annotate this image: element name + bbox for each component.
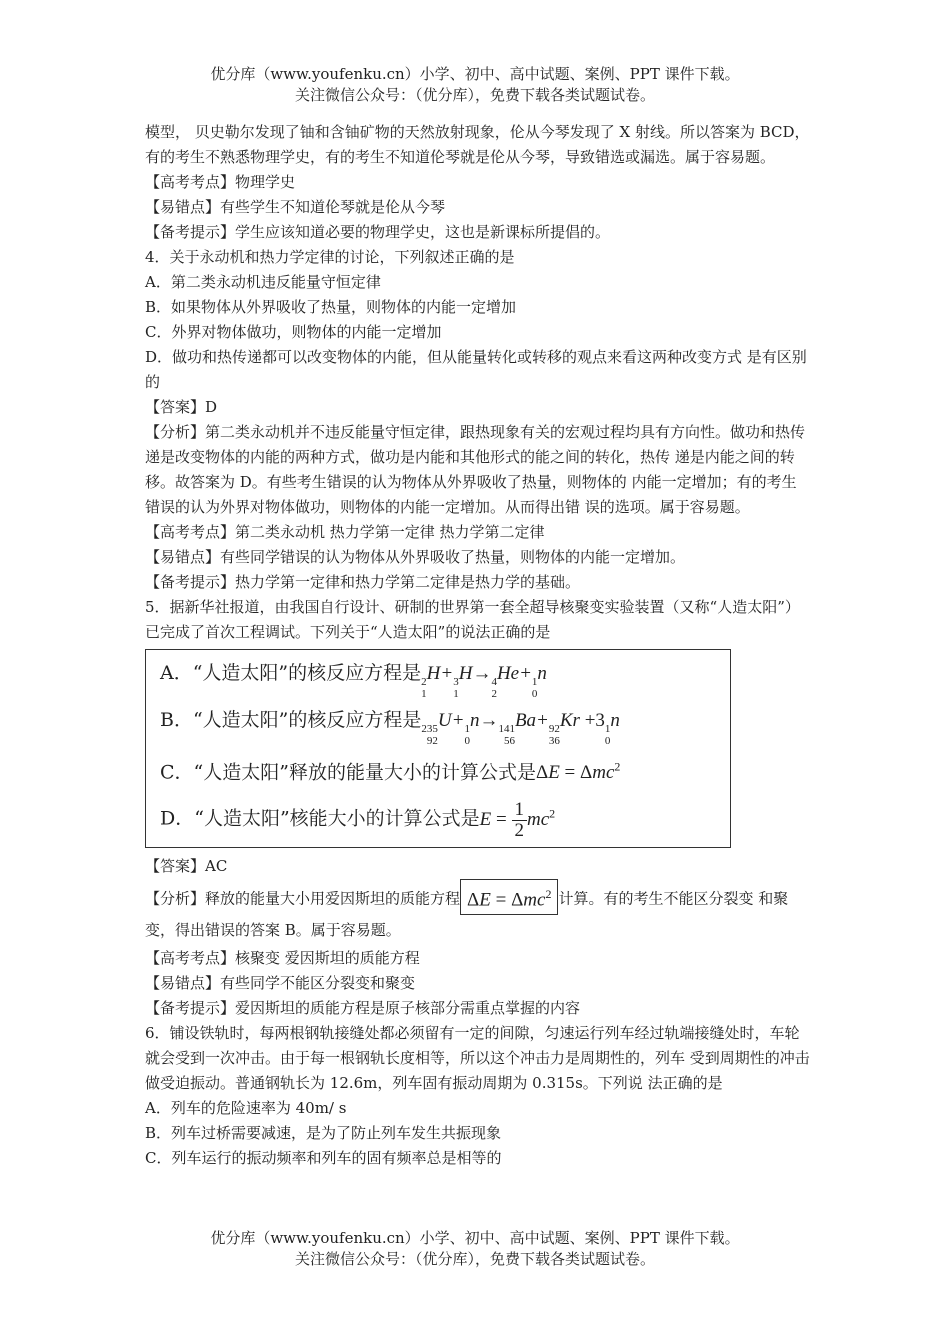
q4-error-point: 【易错点】有些同学错误的认为物体从外界吸收了热量，则物体的内能一定增加。 <box>145 548 686 566</box>
q5-exam-point: 【高考考点】核聚变 爱因斯坦的质能方程 <box>145 949 420 968</box>
q5-option-d: D．“人造太阳”核能大小的计算公式是E = $\frac{1}{2}$ $mc^2$ <box>160 798 556 841</box>
header-line-2: 关注微信公众号：（优分库），免费下载各类试题试卷。 <box>294 86 655 104</box>
q6-stem: 6．铺设铁轨时，每两根钢轨接缝处都必须留有一定的间隙，匀速运行列车经过轨端接缝处时，车轮就会受到一次冲击。由于每一根钢轨长度相等，所以这个冲击力是周期性的，列车 受到周期性的冲击做受迫振动。普通钢轨长为 12.6m，列车固有振动周期为 0.315s。下列说 法正确的是 <box>145 1024 810 1093</box>
q5-option-a: A．“人造太阳”的核反应方程是 2 1 H+ 3 1 H→ 4 2 He+ 1 0 n <box>160 662 547 701</box>
q3-tip: 【备考提示】学生应该知道必要的物理学史，这也是新课标所提倡的。 <box>145 223 611 241</box>
q3-exam-point: 【高考考点】物理学史 <box>145 173 296 191</box>
q5-answer: 【答案】AC <box>145 856 228 875</box>
q4-option-c: C．外界对物体做功，则物体的内能一定增加 <box>145 323 442 341</box>
q5-option-b: B．“人造太阳”的核反应方程是 235 92 U+ 1 0 n→ 141 56 Ba+ 92 36 Kr +3 1 0 n <box>160 709 620 748</box>
q5-analysis: 【分析】释放的能量大小用爱因斯坦的质能方程 ΔE = Δmc$^2$ 计算。有的考生不能区分裂变 和聚变，得出错误的答案 B。属于容易题。 <box>145 879 810 946</box>
mass-energy-equation: ΔE = Δmc$^2$ <box>460 879 558 915</box>
q5-tip: 【备考提示】爱因斯坦的质能方程是原子核部分需重点掌握的内容 <box>145 999 581 1018</box>
q6-option-c: C．列车运行的振动频率和列车的固有频率总是相等的 <box>145 1149 502 1168</box>
q5-error-point: 【易错点】有些同学不能区分裂变和聚变 <box>145 974 416 993</box>
page-footer <box>0 1228 950 1270</box>
q4-answer: 【答案】D <box>145 398 218 416</box>
footer-line-1: 优分库（www.youfenku.cn）小学、初中、高中试题、案例、PPT 课件下载。 <box>210 1229 740 1247</box>
q6-option-b: B．列车过桥需要减速，是为了防止列车发生共振现象 <box>145 1124 502 1143</box>
q4-option-b: B．如果物体从外界吸收了热量，则物体的内能一定增加 <box>145 298 517 316</box>
q4-tip: 【备考提示】热力学第一定律和热力学第二定律是热力学的基础。 <box>145 573 581 591</box>
fusion-equation: 2 1 H+ 3 1 H→ 4 2 He+ 1 0 n <box>421 663 547 701</box>
energy-formula-d: E = $\frac{1}{2}$ $mc^2$ <box>479 798 556 841</box>
q3-analysis-continued: 模型， 贝史勒尔发现了铀和含铀矿物的天然放射现象，伦从今琴发现了 X 射线。所以答案为 BCD， 有的考生不熟悉物理学史，有的考生不知道伦琴就是伦从今琴，导致错选或漏选。属于容易题。 <box>145 123 810 166</box>
q4-exam-point: 【高考考点】第二类永动机 热力学第一定律 热力学第二定律 <box>145 523 545 541</box>
q4-analysis: 【分析】第二类永动机并不违反能量守恒定律，跟热现象有关的宏观过程均具有方向性。做功和热传递是改变物体的内能的两种方式，做功是内能和其他形式的能之间的转化，热传 递是内能之间的转移。故答案为 D。有些考生错误的认为物体从外界吸收了热量，则物体的 内能一定增加；有的考生错误的认为外界对物体做功，则物体的内能一定增加。从而得出错 误的选项。属于容易题。 <box>145 423 806 516</box>
q5-option-c: C．“人造太阳”释放的能量大小的计算公式是ΔE = Δmc$^2$ <box>160 760 621 784</box>
page-header <box>0 64 950 106</box>
fission-equation: 235 92 U+ 1 0 n→ 141 56 Ba+ 92 36 Kr +3 1 0 n <box>421 710 620 748</box>
document-body <box>145 120 810 1171</box>
q5-stem: 5．据新华社报道，由我国自行设计、研制的世界第一套全超导核聚变实验装置（又称“人造太阳”）已完成了首次工程调试。下列关于“人造太阳”的说法正确的是 <box>145 598 800 641</box>
q4-stem: 4．关于永动机和热力学定律的讨论，下列叙述正确的是 <box>145 248 515 266</box>
footer-line-2: 关注微信公众号：（优分库），免费下载各类试题试卷。 <box>294 1250 655 1268</box>
energy-formula-c: ΔE = Δmc$^2$ <box>535 760 621 784</box>
q5-options-box <box>145 649 731 848</box>
header-line-1: 优分库（www.youfenku.cn）小学、初中、高中试题、案例、PPT 课件下载。 <box>210 65 740 83</box>
q3-error-point: 【易错点】有些学生不知道伦琴就是伦从今琴 <box>145 198 446 216</box>
q4-option-a: A．第二类永动机违反能量守恒定律 <box>145 273 381 291</box>
q4-option-d: D．做功和热传递都可以改变物体的内能，但从能量转化或转移的观点来看这两种改变方式 是有区别的 <box>145 348 807 391</box>
q6-option-a: A．列车的危险速率为 40m/ s <box>145 1099 347 1118</box>
